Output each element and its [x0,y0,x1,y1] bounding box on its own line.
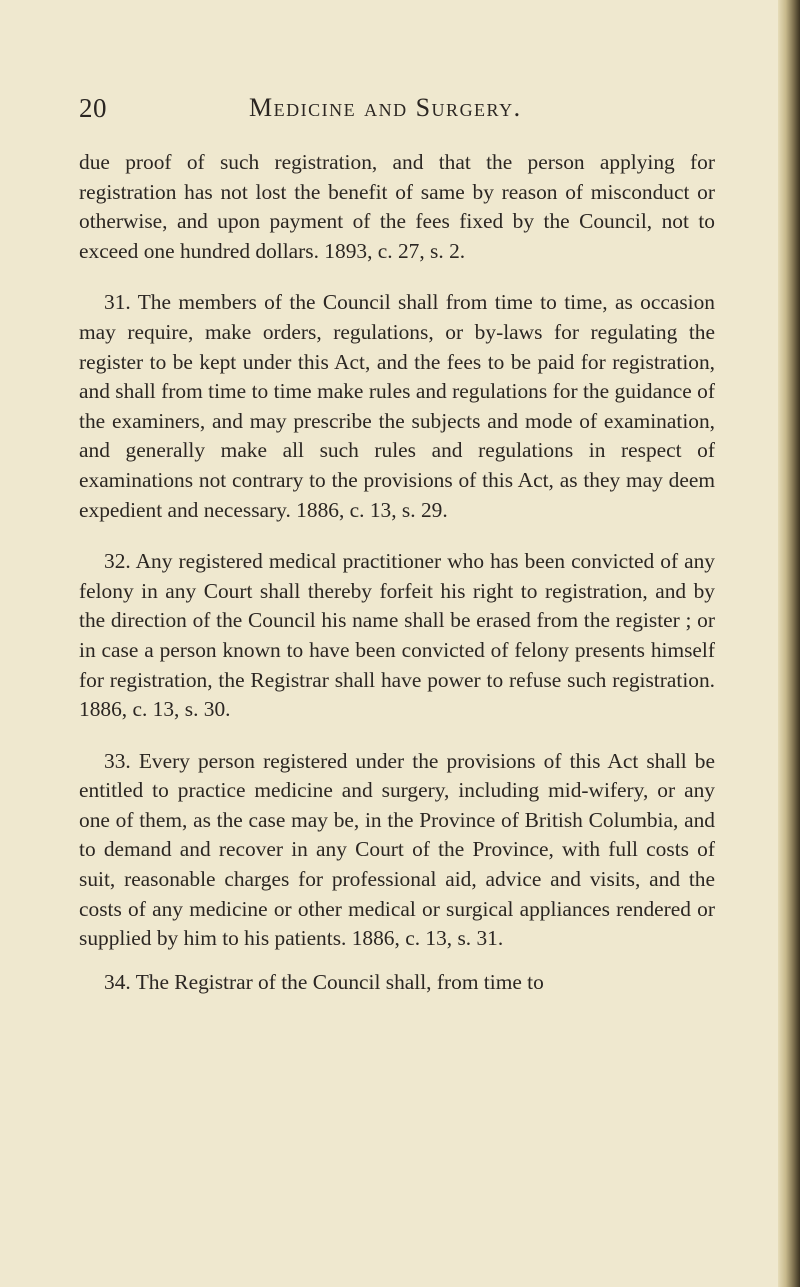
running-head: Medicine and Surgery. [249,93,522,122]
body-text [79,148,715,997]
paragraph-section-31: 31. The members of the Council shall from time to time, as occasion may require, make orders, regulations, or by-laws for regulating the register to be kept under this Act, and the fees to be paid for registration, and shall from time to time make rules and regulations for the guidance of the examiners, and may prescribe the subjects and mode of examination, and generally make all such rules and regulations in respect of examinations not contrary to the provisions of this Act, as they may deem expedient and necessary. 1886, c. 13, s. 29. [79,290,715,522]
paragraph-section-34: 34. The Registrar of the Council shall, from time to [104,969,544,994]
paragraph-continuation: due proof of such registration, and that the person applying for registration has not lost the benefit of same by reason of misconduct or otherwise, and upon payment of the fees fixed by the Council, not to exceed one hundred dollars. 1893, c. 27, s. 2. [79,150,715,263]
page-binding-edge [778,0,800,1287]
paragraph-section-32: 32. Any registered medical practitioner who has been convicted of any felony in any Court shall thereby forfeit his right to registration, and by the direction of the Council his name shall be erased from the register ; or in case a person known to have been convicted of felony presents himself for registration, the Registrar shall have power to refuse such registration. 1886, c. 13, s. 30. [79,549,715,722]
page-number: 20 [79,93,107,123]
paragraph-section-33: 33. Every person registered under the provisions of this Act shall be entitled to practice medicine and surgery, including mid-wifery, or any one of them, as the case may be, in the Province of British Columbia, and to demand and recover in any Court of the Province, with full costs of suit, reasonable charges for professional aid, advice and visits, and the costs of any medicine or other medical or surgical appliances rendered or supplied by him to his patients. 1886, c. 13, s. 31. [79,748,715,951]
page-header [79,93,719,133]
